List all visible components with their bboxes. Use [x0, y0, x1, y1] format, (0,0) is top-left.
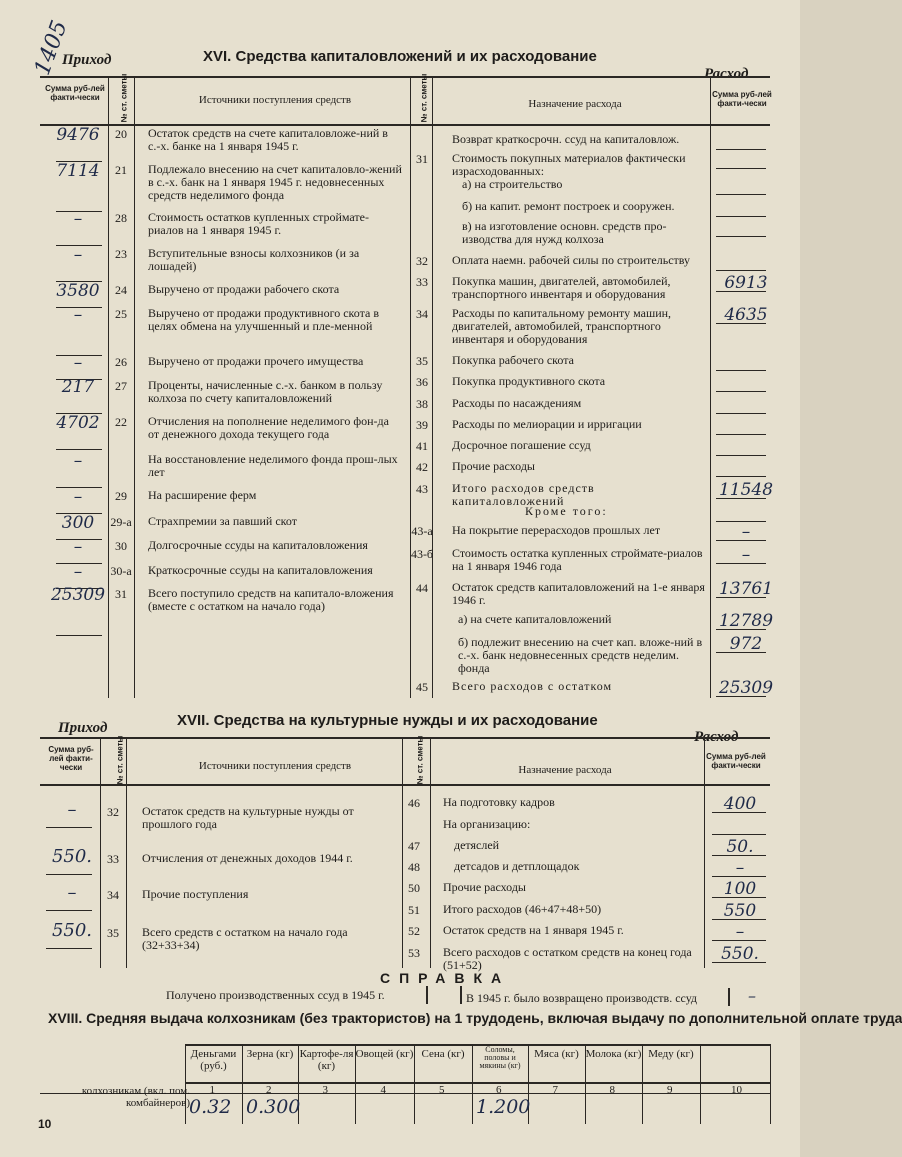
- spravka-left: Получено производственных ссуд в 1945 г.: [166, 988, 385, 1002]
- s16-income-no: 30-а: [110, 564, 132, 578]
- spravka-divider-3: [728, 988, 730, 1006]
- s18-col-number: 6: [496, 1084, 502, 1096]
- s16-income-amount: 4702: [56, 413, 100, 433]
- s18-value: 0.32: [189, 1096, 232, 1118]
- s17-income-amount: 550.: [51, 920, 93, 941]
- s16-expense-no: 34: [416, 307, 428, 321]
- s18-col-rule: [700, 1044, 701, 1124]
- s18-col-rule: [770, 1044, 771, 1124]
- s18-row-label: колхозникам (вкл. пом. комбайнеров): [81, 1085, 190, 1109]
- s16-income-text: Подлежало внесению на счет капиталовло-жений в с.-х. банк на 1 января 1945 г. недовнесенных средств неделимого фонда: [148, 162, 402, 202]
- s16-income-label: Приход: [62, 52, 112, 68]
- s16-expense-text: Остаток средств капиталовложений на 1-е января 1946 г.: [452, 580, 705, 607]
- s18-col-header: Меду (кг): [648, 1048, 694, 1060]
- s16-expense-rule: [716, 597, 766, 598]
- s16-col-rule-5: [710, 78, 711, 698]
- spravka-divider-2: [460, 986, 462, 1004]
- s16-income-amount: –: [73, 451, 83, 471]
- s17-expense-rule: [712, 812, 766, 813]
- s16-hdr-sum-left: Сумма руб-лей факти-чески: [45, 84, 105, 102]
- s16-expense-text: Покупка продуктивного скота: [452, 374, 606, 388]
- s17-expense-rule: [712, 962, 766, 963]
- spravka-right-amount: –: [748, 986, 756, 1005]
- s17-top-rule: [40, 737, 770, 739]
- s16-expense-rule: [716, 434, 766, 435]
- s17-income-text: Остаток средств на культурные нужды от прошлого года: [142, 804, 354, 831]
- s17-expense-amount: 100: [723, 879, 757, 899]
- s16-expense-rule: [716, 270, 766, 271]
- s16-expense-text: Прочие расходы: [452, 459, 535, 473]
- s17-expense-no: 53: [408, 946, 420, 960]
- spravka-right: В 1945 г. было возвращено производств. ссуд: [466, 991, 698, 1005]
- s17-expense-text: детяслей: [454, 838, 500, 852]
- s17-expense-text: На подготовку кадров: [443, 795, 555, 809]
- s16-expense-text: Итого расходов средств капиталовложений: [452, 481, 595, 508]
- s16-expense-no: 41: [416, 439, 428, 453]
- s16-hdr-sum-right: Сумма руб-лей факти-чески: [712, 90, 772, 108]
- s18-value: 0.300: [246, 1096, 301, 1118]
- s16-expense-amount: 972: [729, 634, 763, 654]
- s17-income-no: 35: [107, 926, 119, 940]
- s16-income-amount: 3580: [56, 281, 100, 301]
- s16-hdr-sources: Источники поступления средств: [198, 94, 352, 106]
- s16-income-no: 29-а: [110, 515, 132, 529]
- s16-expense-text: Оплата наемн. рабочей силы по строительству: [452, 253, 691, 267]
- s16-expense-rule: [716, 455, 766, 456]
- s16-expense-rule: [716, 652, 766, 653]
- s17-hdr-sources: Источники поступления средств: [198, 760, 352, 772]
- s16-expense-rule: [716, 168, 766, 169]
- spravka-title: СПРАВКА: [380, 970, 511, 986]
- s17-expense-amount: 550.: [721, 944, 759, 964]
- s18-col-header: Соломы, половы и мякины (кг): [479, 1045, 521, 1070]
- s16-expense-no: 43-а: [411, 524, 433, 538]
- s18-col-header: Сена (кг): [421, 1048, 465, 1060]
- s16-expense-rule: [716, 391, 766, 392]
- s16-income-amount: 217: [61, 377, 95, 397]
- s16-income-amount: 7114: [56, 161, 100, 181]
- s16-expense-no: 43: [416, 482, 428, 496]
- s16-expense-rule: [716, 413, 766, 414]
- s17-expense-amount: –: [735, 858, 745, 878]
- s18-col-header: Зерна (кг): [246, 1048, 294, 1060]
- s18-col-header: Молока (кг): [585, 1048, 642, 1060]
- s17-expense-no: 46: [408, 796, 420, 810]
- s17-income-rule: [46, 948, 92, 949]
- s17-col-rule-2: [126, 738, 127, 968]
- s16-expense-amount: 12789: [718, 611, 774, 631]
- s17-income-amount: –: [67, 799, 77, 820]
- s16-income-text: Выручено от продажи продуктивного скота в целях обмена на улучшенный и пле-менной: [148, 306, 379, 333]
- s16-expense-text: На покрытие перерасходов прошлых лет: [452, 523, 661, 537]
- s16-expense-amount: 11548: [718, 480, 774, 500]
- s16-expense-no: 43-б: [410, 547, 434, 561]
- s18-header-rule: [185, 1082, 770, 1084]
- s16-expense-amount: 25309: [718, 678, 774, 698]
- s16-income-text: Страхпремии за павший скот: [148, 514, 297, 528]
- s16-expense-text: Кроме того:: [525, 504, 608, 518]
- s17-expense-no: 47: [408, 839, 420, 853]
- s16-expense-no: 32: [416, 254, 428, 268]
- s17-expense-no: 52: [408, 924, 420, 938]
- s17-expense-rule: [712, 940, 766, 941]
- s16-expense-amount: –: [741, 545, 751, 565]
- s17-income-text: Всего средств с остатком на начало года (32+33+34): [142, 925, 348, 952]
- s16-income-text: Долгосрочные ссуды на капиталовложения: [148, 538, 368, 552]
- s16-income-no: 30: [115, 539, 127, 553]
- s16-expense-no: 31: [416, 152, 428, 166]
- s16-expense-text: Расходы по капитальному ремонту машин, двигателей, автомобилей, транспортного инвентаря и оборудования: [452, 306, 672, 346]
- s16-income-no: 22: [115, 415, 127, 429]
- s16-income-text: Остаток средств на счете капиталовложе-ний в с.-х. банке на 1 января 1945 г.: [148, 126, 388, 153]
- s17-expense-text: Прочие расходы: [443, 880, 526, 894]
- s16-income-no: 23: [115, 247, 127, 261]
- page-number: 10: [38, 1117, 52, 1131]
- s16-title: XVI. Средства капиталовложений и их расходование: [203, 48, 597, 65]
- s18-col-header: Мяса (кг): [534, 1048, 579, 1060]
- s16-expense-no: 38: [416, 397, 428, 411]
- s18-col-number: 4: [380, 1084, 386, 1096]
- s16-expense-rule: [716, 236, 766, 237]
- corner-note: 1405: [30, 17, 73, 79]
- s17-income-rule: [46, 910, 92, 911]
- s16-income-no: 21: [115, 163, 127, 177]
- s16-income-no: 27: [115, 379, 127, 393]
- s18-col-header: Картофе-ля (кг): [299, 1048, 354, 1072]
- s16-expense-amount: 6913: [724, 273, 768, 293]
- s16-expense-no: 39: [416, 418, 428, 432]
- s17-income-no: 32: [107, 805, 119, 819]
- s16-income-no: 25: [115, 307, 127, 321]
- s16-income-text: Вступительные взносы колхозников (и за лошадей): [148, 246, 360, 273]
- s16-hdr-purpose: Назначение расхода: [528, 98, 622, 110]
- s17-income-rule: [46, 827, 92, 828]
- s16-expense-no: 44: [416, 581, 428, 595]
- s16-expense-amount: –: [741, 522, 751, 542]
- s17-expense-rule: [712, 834, 766, 835]
- s17-income-no: 34: [107, 888, 119, 902]
- s16-income-text: Выручено от продажи рабочего скота: [148, 282, 340, 296]
- s16-expense-rule: [716, 194, 766, 195]
- s17-expense-rule: [712, 897, 766, 898]
- s16-expense-no: 33: [416, 275, 428, 289]
- s17-header-rule: [40, 784, 770, 786]
- s18-col-number: 3: [322, 1084, 328, 1096]
- s16-expense-text: Возврат краткосрочн. ссуд на капиталовлож.: [452, 132, 680, 146]
- s17-expense-rule: [712, 855, 766, 856]
- s18-col-number: 7: [552, 1084, 558, 1096]
- s16-expense-rule: [716, 323, 766, 324]
- s16-income-no: 29: [115, 489, 127, 503]
- s18-value: 1.200: [476, 1096, 531, 1118]
- s17-income-label: Приход: [58, 720, 108, 736]
- s17-expense-no: 50: [408, 881, 420, 895]
- s16-income-no: 24: [115, 283, 127, 297]
- s16-expense-amount: 13761: [718, 579, 774, 599]
- s18-col-number: 5: [439, 1084, 445, 1096]
- s17-expense-amount: 550: [723, 901, 757, 921]
- s16-expense-text: Покупка рабочего скота: [452, 353, 574, 367]
- s17-income-amount: –: [67, 882, 77, 903]
- s16-income-text: Стоимость остатков купленных строймате-риалов на 1 января 1945 г.: [148, 210, 369, 237]
- s16-expense-text: Расходы по насаждениям: [452, 396, 582, 410]
- s16-expense-rule: [716, 476, 766, 477]
- s16-expense-rule: [716, 498, 766, 499]
- s17-expense-amount: 400: [723, 794, 757, 814]
- s17-col-rule-4: [430, 738, 431, 968]
- s17-expense-amount: –: [735, 922, 745, 942]
- s18-col-number: 1: [209, 1084, 215, 1096]
- s16-expense-rule: [716, 370, 766, 371]
- s16-expense-text: в) на изготовление основн. средств про-изводства для нужд колхоза: [462, 219, 667, 246]
- s16-income-amount: 25309: [50, 585, 106, 605]
- s17-expense-no: 48: [408, 860, 420, 874]
- s17-hdr-sum-left: Сумма руб-лей факти-чески: [48, 745, 94, 772]
- s17-expense-text: Итого расходов (46+47+48+50): [443, 902, 602, 916]
- s16-income-text: Краткосрочные ссуды на капиталовложения: [148, 563, 373, 577]
- s17-col-rule-5: [704, 738, 705, 968]
- s16-top-rule: [40, 76, 770, 78]
- s16-expense-text: б) подлежит внесению на счет кап. вложе-ний в с.-х. банк недовнесенных средств неделим. фонда: [458, 635, 703, 675]
- s16-income-text: Всего поступило средств на капитало-вложения (вместе с остатком на начало года): [148, 586, 394, 613]
- s16-income-text: На восстановление неделимого фонда прош-лых лет: [148, 452, 398, 479]
- s16-income-text: Выручено от продажи прочего имущества: [148, 354, 364, 368]
- s17-income-text: Отчисления от денежных доходов 1944 г.: [142, 851, 353, 865]
- s17-income-rule: [46, 874, 92, 875]
- s17-income-no: 33: [107, 852, 119, 866]
- s17-hdr-no-left: № ст. сметы: [115, 735, 125, 785]
- s17-title: XVII. Средства на культурные нужды и их расходование: [177, 712, 598, 729]
- s17-expense-text: На организацию:: [443, 817, 531, 831]
- s16-expense-rule: [716, 291, 766, 292]
- s16-hdr-no-left: № ст. сметы: [119, 73, 129, 123]
- s16-expense-text: а) на строительство: [462, 177, 563, 191]
- s16-expense-label: Расход: [704, 66, 749, 82]
- s18-col-number: 9: [667, 1084, 673, 1096]
- s16-expense-rule: [716, 216, 766, 217]
- s18-col-number: 8: [609, 1084, 615, 1096]
- s16-income-amount: –: [73, 537, 83, 557]
- s16-expense-no: 35: [416, 354, 428, 368]
- s16-expense-no: 36: [416, 375, 428, 389]
- s16-expense-rule: [716, 563, 766, 564]
- s17-expense-rule: [712, 919, 766, 920]
- s17-expense-text: Всего расходов с остатком средств на конец года (51+52): [443, 945, 692, 972]
- s16-income-amount: 9476: [56, 125, 100, 145]
- s16-income-amount: 300: [61, 513, 95, 533]
- s17-income-amount: 550.: [51, 846, 93, 867]
- s18-col-header: Деньгами (руб.): [190, 1048, 237, 1072]
- s16-hdr-no-right: № ст. сметы: [419, 73, 429, 123]
- s16-income-no: 31: [115, 587, 127, 601]
- s17-hdr-no-right: № ст. сметы: [415, 735, 425, 785]
- s16-income-amount: –: [73, 353, 83, 373]
- s17-expense-label: Расход: [694, 729, 739, 745]
- s17-expense-text: детсадов и детплощадок: [454, 859, 580, 873]
- s16-expense-text: Досрочное погашение ссуд: [452, 438, 591, 452]
- s16-income-text: Отчисления на пополнение неделимого фон-да от денежного дохода текущего года: [148, 414, 389, 441]
- s18-col-number: 2: [266, 1084, 272, 1096]
- s16-expense-no: 45: [416, 680, 428, 694]
- s16-col-rule-2: [134, 78, 135, 698]
- s17-expense-no: 51: [408, 903, 420, 917]
- s16-income-no: 28: [115, 211, 127, 225]
- s16-expense-rule: [716, 696, 766, 697]
- s17-hdr-sum-right: Сумма руб-лей факти-чески: [706, 752, 766, 770]
- s16-expense-text: Стоимость остатка купленных строймате-риалов на 1 января 1946 года: [452, 546, 703, 573]
- s16-expense-text: Стоимость покупных материалов фактически израсходованных:: [452, 151, 686, 178]
- s16-income-no: 26: [115, 355, 127, 369]
- s18-title: XVIII. Средняя выдача колхозникам (без трактористов) на 1 трудодень, включая выдачу по дополнительной оплате труда: [48, 1010, 902, 1026]
- s17-income-text: Прочие поступления: [142, 887, 249, 901]
- s17-expense-amount: 50.: [726, 837, 754, 857]
- s16-income-text: На расширение ферм: [148, 488, 257, 502]
- s17-expense-rule: [712, 876, 766, 877]
- s16-income-amount: –: [73, 305, 83, 325]
- spravka-divider-1: [426, 986, 428, 1004]
- s17-expense-text: Остаток средств на 1 января 1945 г.: [443, 923, 624, 937]
- s16-expense-amount: 4635: [724, 305, 768, 325]
- s16-income-rule: [56, 449, 102, 450]
- s16-income-text: Проценты, начисленные с.-х. банком в пользу колхоза по счету капиталовложений: [148, 378, 383, 405]
- s16-expense-rule: [716, 149, 766, 150]
- s16-income-amount: –: [73, 562, 83, 582]
- s16-expense-rule: [716, 540, 766, 541]
- s16-expense-text: Всего расходов с остатком: [452, 679, 613, 693]
- s16-income-no: 20: [115, 127, 127, 141]
- s16-income-amount: –: [73, 245, 83, 265]
- s16-expense-text: а) на счете капиталовложений: [458, 612, 612, 626]
- s16-expense-text: Покупка машин, двигателей, автомобилей, транспортного инвентаря и оборудования: [452, 274, 671, 301]
- s16-income-amount: –: [73, 209, 83, 229]
- s18-col-number: 10: [731, 1084, 742, 1096]
- s16-expense-text: б) на капит. ремонт построек и сооружен.: [462, 199, 675, 213]
- s16-income-amount: –: [73, 487, 83, 507]
- s16-expense-no: 42: [416, 460, 428, 474]
- s16-expense-rule: [716, 629, 766, 630]
- s17-hdr-purpose: Назначение расхода: [518, 764, 612, 776]
- s16-expense-text: Расходы по мелиорации и ирригации: [452, 417, 642, 431]
- s16-income-rule: [56, 635, 102, 636]
- s18-col-header: Овощей (кг): [355, 1048, 414, 1060]
